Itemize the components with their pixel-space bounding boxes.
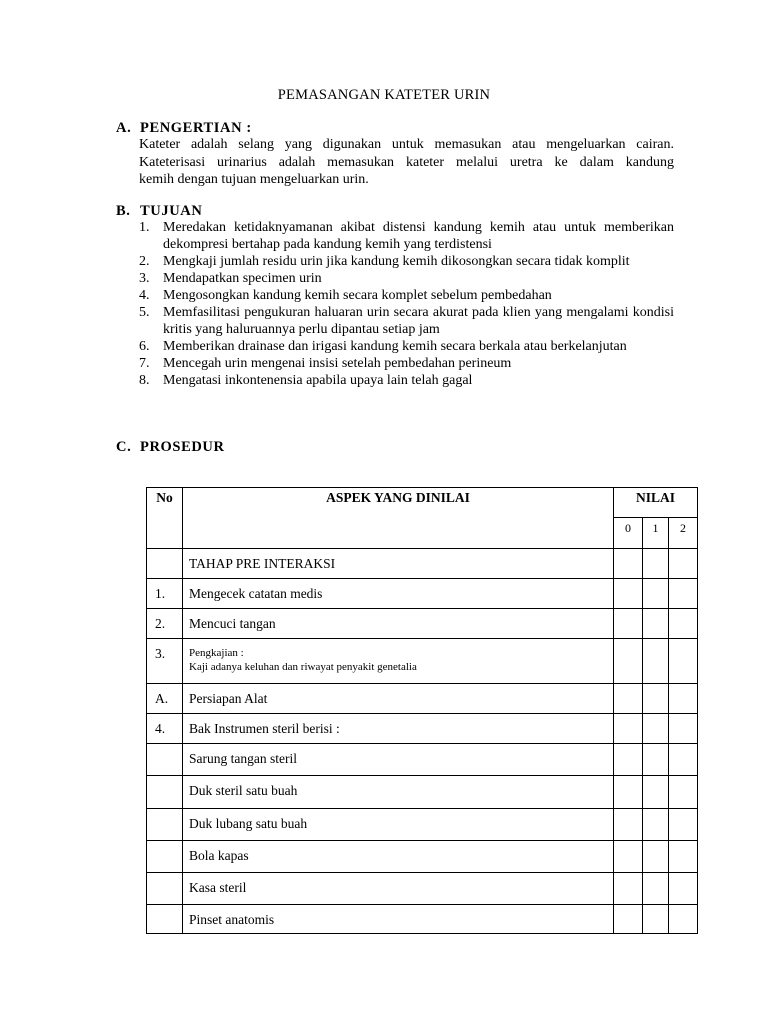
score-cell-0[interactable] — [614, 744, 643, 776]
row-number — [147, 744, 183, 776]
score-cell-1[interactable] — [643, 579, 669, 609]
score-cell-0[interactable] — [614, 579, 643, 609]
score-cell-2[interactable] — [669, 549, 698, 579]
score-cell-1[interactable] — [643, 684, 669, 714]
section-a-heading — [116, 120, 252, 137]
score-cell-2[interactable] — [669, 579, 698, 609]
row-number: 1. — [147, 579, 183, 609]
list-item-text: Mencegah urin mengenai insisi setelah pembedahan perineum — [163, 356, 512, 371]
score-cell-0[interactable] — [614, 684, 643, 714]
page-title: PEMASANGAN KATETER URIN — [277, 87, 491, 103]
score-cell-1[interactable] — [643, 639, 669, 684]
list-item-text: Memfasilitasi pengukuran haluaran urin secara akurat pada klien yang mengalami kondisi kritis yang haluruannya perlu dipantau setiap jam — [163, 305, 674, 337]
list-item-number: 8. — [139, 373, 150, 388]
score-cell-1[interactable] — [643, 905, 669, 934]
score-cell-1[interactable] — [643, 744, 669, 776]
row-aspek: Bak Instrumen steril berisi : — [183, 714, 614, 744]
list-item-number: 3. — [139, 271, 150, 286]
score-cell-1[interactable] — [643, 549, 669, 579]
header-no: No — [147, 488, 183, 549]
row-aspek: Mengecek catatan medis — [183, 579, 614, 609]
table-row — [147, 639, 698, 684]
score-cell-0[interactable] — [614, 809, 643, 841]
row-aspek: Bola kapas — [183, 841, 614, 873]
table-body — [147, 549, 698, 934]
row-number — [147, 776, 183, 809]
pengertian-line: kemih dengan tujuan mengeluarkan urin. — [139, 172, 369, 187]
score-cell-1[interactable] — [643, 714, 669, 744]
list-item-number: 7. — [139, 356, 150, 371]
list-item — [139, 270, 674, 287]
row-aspek: Sarung tangan steril — [183, 744, 614, 776]
list-item — [139, 304, 674, 338]
list-item — [139, 372, 674, 389]
row-aspek: TAHAP PRE INTERAKSI — [183, 549, 614, 579]
section-a-letter: A. — [116, 120, 132, 136]
section-c-heading — [116, 439, 225, 456]
assessment-table — [146, 487, 698, 934]
row-aspek: Duk lubang satu buah — [183, 809, 614, 841]
list-item — [139, 355, 674, 372]
row-number — [147, 809, 183, 841]
score-cell-2[interactable] — [669, 714, 698, 744]
table-row — [147, 744, 698, 776]
row-aspek: Persiapan Alat — [183, 684, 614, 714]
score-cell-0[interactable] — [614, 873, 643, 905]
score-cell-2[interactable] — [669, 609, 698, 639]
list-item-text: Meredakan ketidaknyamanan akibat distensi kandung kemih atau untuk memberikan dekompresi bertahap pada kandung kemih yang terdistensi — [163, 220, 674, 252]
pengertian-paragraph — [139, 136, 674, 189]
row-number — [147, 873, 183, 905]
list-item — [139, 219, 674, 253]
row-number: 2. — [147, 609, 183, 639]
score-cell-2[interactable] — [669, 873, 698, 905]
row-number: 4. — [147, 714, 183, 744]
score-cell-1[interactable] — [643, 873, 669, 905]
score-cell-0[interactable] — [614, 639, 643, 684]
score-cell-1[interactable] — [643, 609, 669, 639]
score-header-1: 1 — [643, 518, 669, 549]
row-number — [147, 841, 183, 873]
score-cell-1[interactable] — [643, 841, 669, 873]
list-item-text: Mendapatkan specimen urin — [163, 271, 322, 286]
list-item-number: 1. — [139, 220, 150, 235]
row-aspek: Duk steril satu buah — [183, 776, 614, 809]
list-item-number: 5. — [139, 305, 150, 320]
score-cell-0[interactable] — [614, 776, 643, 809]
table-row — [147, 809, 698, 841]
table-row — [147, 905, 698, 934]
score-cell-2[interactable] — [669, 744, 698, 776]
row-number — [147, 905, 183, 934]
score-cell-1[interactable] — [643, 776, 669, 809]
section-b-label: TUJUAN — [140, 203, 203, 219]
table-row — [147, 776, 698, 809]
list-item-text: Mengkaji jumlah residu urin jika kandung kemih dikosongkan secara tidak komplit — [163, 254, 630, 269]
score-cell-2[interactable] — [669, 905, 698, 934]
score-header-2: 2 — [669, 518, 698, 549]
table-row — [147, 609, 698, 639]
row-number: A. — [147, 684, 183, 714]
table-header-row — [147, 488, 698, 518]
list-item — [139, 287, 674, 304]
score-cell-2[interactable] — [669, 776, 698, 809]
header-nilai: NILAI — [614, 488, 698, 518]
score-cell-0[interactable] — [614, 905, 643, 934]
row-aspek-title: Pengkajian : — [189, 647, 244, 659]
section-b-heading — [116, 203, 202, 220]
pengertian-line: Kateter adalah selang yang digunakan untuk memasukan atau mengeluarkan cairan. — [139, 137, 674, 152]
score-cell-1[interactable] — [643, 809, 669, 841]
score-cell-0[interactable] — [614, 714, 643, 744]
score-cell-2[interactable] — [669, 684, 698, 714]
table-row — [147, 873, 698, 905]
tujuan-list — [139, 219, 674, 389]
table-row — [147, 579, 698, 609]
score-cell-0[interactable] — [614, 549, 643, 579]
score-cell-2[interactable] — [669, 639, 698, 684]
list-item — [139, 253, 674, 270]
row-number — [147, 549, 183, 579]
list-item-number: 2. — [139, 254, 150, 269]
row-number: 3. — [147, 639, 183, 684]
row-aspek: Pinset anatomis — [183, 905, 614, 934]
list-item-text: Memberikan drainase dan irigasi kandung kemih secara berkala atau berkelanjutan — [163, 339, 627, 354]
list-item-text: Mengatasi inkontenensia apabila upaya lain telah gagal — [163, 373, 473, 388]
table-row — [147, 714, 698, 744]
section-c-letter: C. — [116, 439, 132, 455]
score-header-0: 0 — [614, 518, 643, 549]
list-item-text: Mengosongkan kandung kemih secara komplet sebelum pembedahan — [163, 288, 552, 303]
pengertian-line: Kateterisasi urinarius adalah memasukan kateter melalui uretra ke dalam kandung — [139, 154, 674, 170]
row-aspek: Kasa steril — [183, 873, 614, 905]
list-item-number: 4. — [139, 288, 150, 303]
table-row — [147, 841, 698, 873]
score-cell-2[interactable] — [669, 809, 698, 841]
section-a-label: PENGERTIAN : — [140, 120, 252, 136]
row-aspek — [183, 639, 614, 684]
table-row — [147, 549, 698, 579]
list-item — [139, 338, 674, 355]
score-cell-0[interactable] — [614, 841, 643, 873]
section-c-label: PROSEDUR — [140, 439, 225, 455]
list-item-number: 6. — [139, 339, 150, 354]
row-aspek: Mencuci tangan — [183, 609, 614, 639]
row-aspek-detail: Kaji adanya keluhan dan riwayat penyakit genetalia — [189, 661, 417, 673]
score-cell-0[interactable] — [614, 609, 643, 639]
section-b-letter: B. — [116, 203, 131, 219]
score-cell-2[interactable] — [669, 841, 698, 873]
header-aspek: ASPEK YANG DINILAI — [183, 488, 614, 549]
table-row — [147, 684, 698, 714]
